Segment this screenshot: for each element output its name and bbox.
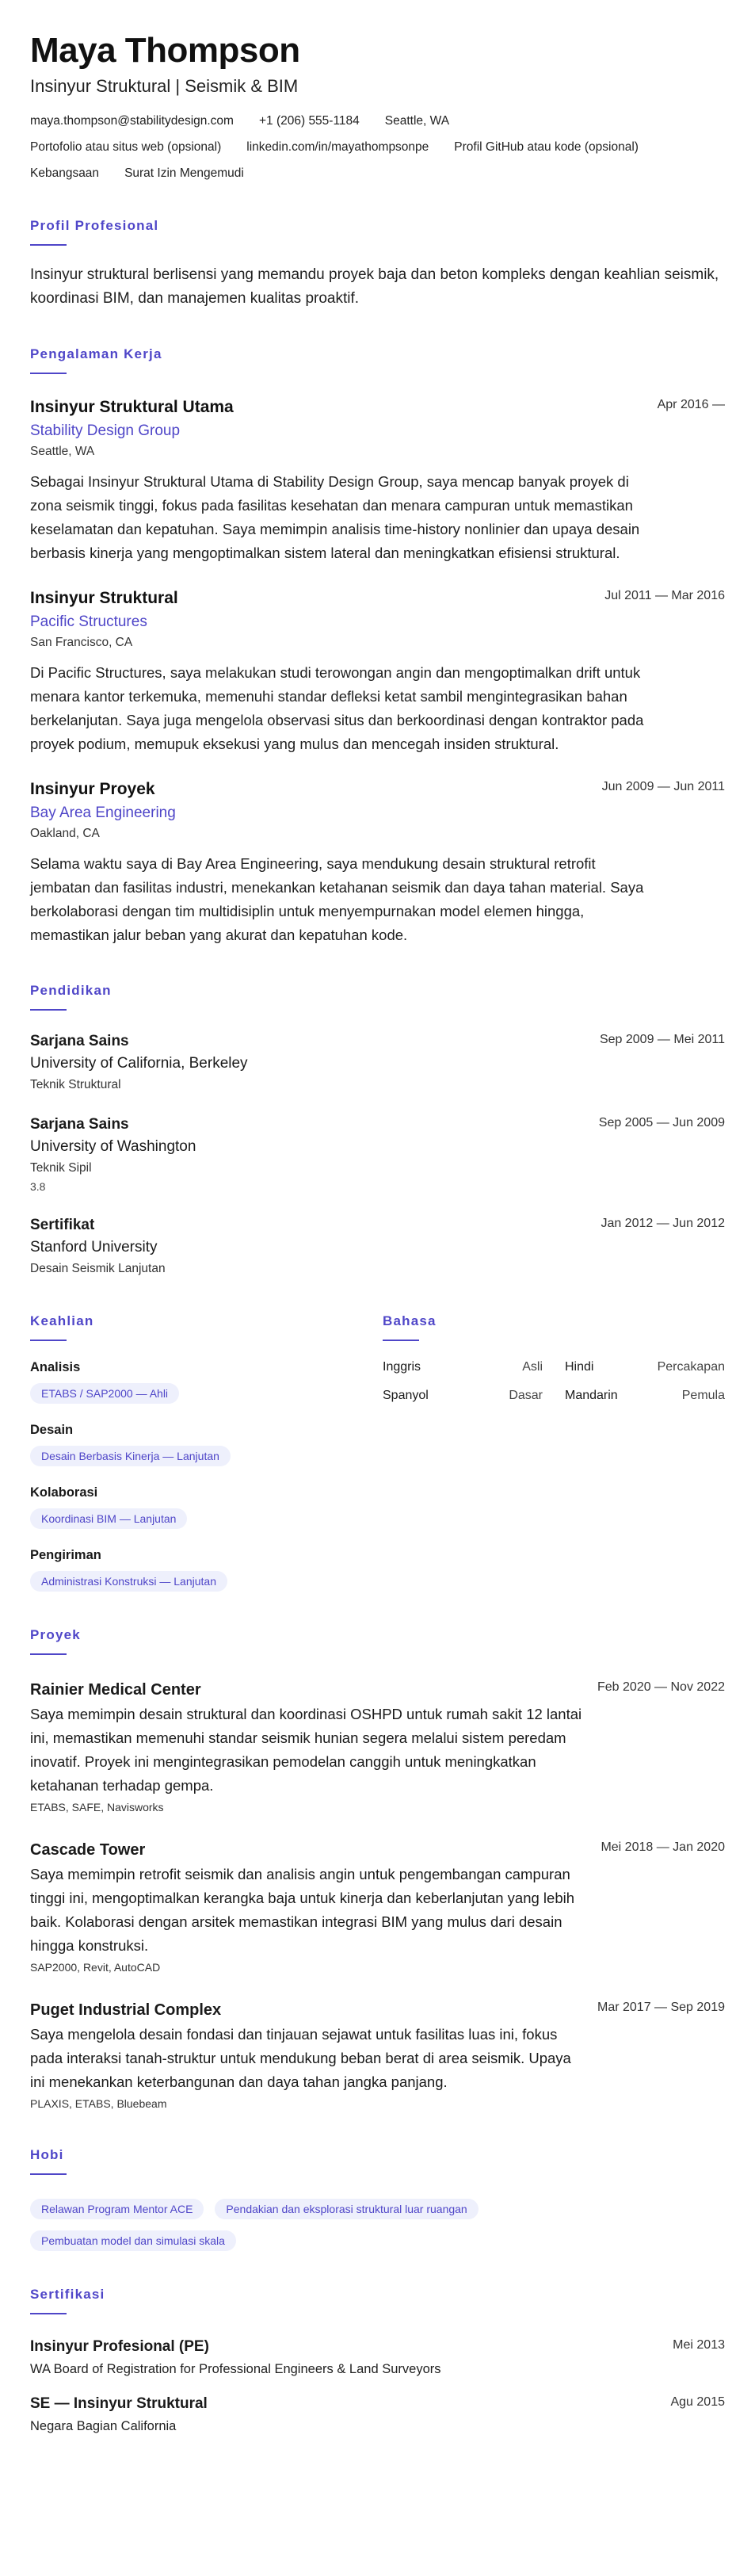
phone-text[interactable]: +1 (206) 555-1184 [258,114,360,128]
degree-name: Sarjana Sains [30,1116,129,1133]
linkedin-link[interactable]: linkedin.com/in/mayathompsonpe [246,140,429,154]
project-description: Saya mengelola desain fondasi dan tinjauan sejawat untuk fasilitas luas ini, fokus pada interaksi tanah-struktur untuk mendukung beban berat di area seismik. Upaya ini menekankan keterbangunan dan daya tahan jangka panjang. [30,2026,571,2090]
hobbies-section [30,2146,725,2251]
language-name: Hindi [565,1360,594,1374]
field-of-study: Teknik Sipil [30,1161,92,1175]
hobby-chip: Relawan Program Mentor ACE [30,2199,204,2219]
job-description: Di Pacific Structures, saya melakukan studi terowongan angin dan mengoptimalkan drift untuk menara kantor terkemuka, memenuhi standar defleksi ketat sambil mengintegrasikan bahan berkelanjutan. Saya juga mengelola observasi situs dan berkoordinasi dengan kontraktor pada proyek podium, memupuk eksekusi yang mulus dan mencegah insiden struktural. [30,664,644,752]
degree-name: Sarjana Sains [30,1033,129,1049]
language-item [383,1387,543,1405]
entry-dates: Mar 2017 — Sep 2019 [597,2001,725,2014]
cert-issuer: WA Board of Registration for Professional Engineers & Land Surveyors [30,2362,441,2376]
location-text: Seattle, WA [384,114,450,128]
email-text[interactable]: maya.thompson@stabilitydesign.com [30,114,234,128]
school-name: Stanford University [30,1239,158,1256]
project-description: Saya memimpin desain struktural dan koordinasi OSHPD untuk rumah sakit 12 lantai ini, memastikan memenuhi standar seismik hunian segera melalui sistem peredam inovatif. Proyek ini mengintegrasikan pemodelan canggih untuk meningkatkan ketahanan terhadap gempa. [30,1706,582,1794]
entry-dates: Jun 2009 — Jun 2011 [601,780,725,793]
skill-group [30,1359,383,1404]
section-heading: Proyek [30,1627,81,1642]
section-divider [30,244,67,246]
job-location: San Francisco, CA [30,636,133,649]
gpa-value: 3.8 [30,1180,46,1193]
section-divider [30,1009,67,1011]
certification-entry [30,2337,725,2378]
certification-entry [30,2394,725,2435]
nationality-text: Kebangsaan [30,166,100,180]
skill-category: Pengiriman [30,1548,101,1562]
project-entry [30,1999,725,2112]
language-item [565,1359,725,1376]
language-level: Percakapan [657,1360,725,1374]
section-divider [30,2313,67,2314]
skill-category: Desain [30,1423,74,1437]
section-heading: Profil Profesional [30,218,159,233]
experience-entry [30,396,725,565]
languages-grid [383,1359,725,1405]
language-level: Dasar [509,1389,543,1402]
entry-dates: Mei 2018 — Jan 2020 [601,1840,725,1854]
section-heading: Keahlian [30,1313,94,1328]
section-heading: Pendidikan [30,983,112,998]
hobby-chip: Pembuatan model dan simulasi skala [30,2230,236,2251]
hobby-chip-list [30,2188,725,2251]
skill-category: Analisis [30,1360,81,1374]
skill-chip: Desain Berbasis Kinerja — Lanjutan [30,1446,231,1466]
cert-date: Agu 2015 [670,2395,725,2409]
language-item [383,1359,543,1376]
language-item [565,1387,725,1405]
language-name: Mandarin [565,1389,618,1402]
company-name: Pacific Structures [30,613,147,630]
job-location: Seattle, WA [30,445,95,458]
skill-chip: ETABS / SAP2000 — Ahli [30,1383,179,1404]
language-level: Asli [522,1360,543,1374]
job-title: Insinyur Proyek [30,780,155,798]
entry-dates: Sep 2009 — Mei 2011 [599,1033,725,1046]
project-entry [30,1679,725,1815]
language-level: Pemula [681,1389,725,1402]
cert-date: Mei 2013 [673,2338,725,2352]
skill-category: Kolaborasi [30,1485,98,1500]
languages-section [383,1313,725,1592]
job-description: Sebagai Insinyur Struktural Utama di Stability Design Group, saya mencap banyak proyek di zona seismik tinggi, fokus pada fasilitas kesehatan dan menara campuran untuk memastikan keselamatan dan kepatuhan. Saya memimpin analisis time-history nonlinier dan upaya desain berbasis kinerja yang mengoptimalkan sistem lateral dan meningkatkan efisiensi struktural. [30,473,640,561]
extras-row [30,165,725,182]
education-entry [30,1031,725,1094]
skill-group [30,1484,383,1529]
entry-dates: Feb 2020 — Nov 2022 [597,1680,725,1694]
skill-chip: Koordinasi BIM — Lanjutan [30,1508,187,1529]
company-name: Bay Area Engineering [30,805,176,821]
experience-section [30,346,725,947]
section-divider [30,1653,67,1655]
skills-languages-row [30,1313,725,1592]
project-name: Puget Industrial Complex [30,2001,222,2019]
project-name: Rainier Medical Center [30,1681,201,1699]
degree-name: Sertifikat [30,1217,95,1233]
job-title: Insinyur Struktural [30,589,178,607]
certifications-section [30,2286,725,2435]
hobby-chip: Pendakian dan eksplorasi struktural luar ruangan [215,2199,478,2219]
language-name: Spanyol [383,1389,429,1402]
job-location: Oakland, CA [30,827,100,840]
person-name: Maya Thompson [30,31,300,70]
section-divider [30,1340,67,1341]
education-entry [30,1215,725,1278]
section-divider [30,2173,67,2175]
person-title: Insinyur Struktural | Seismik & BIM [30,76,299,96]
entry-dates: Apr 2016 — [657,398,725,411]
cert-issuer: Negara Bagian California [30,2419,177,2433]
project-name: Cascade Tower [30,1841,146,1859]
skill-group [30,1546,383,1592]
section-heading: Bahasa [383,1313,437,1328]
school-name: University of California, Berkeley [30,1055,248,1072]
entry-dates: Sep 2005 — Jun 2009 [598,1116,725,1129]
experience-entry [30,778,725,947]
school-name: University of Washington [30,1138,196,1155]
section-heading: Hobi [30,2147,64,2162]
experience-entry [30,587,725,756]
project-description: Saya memimpin retrofit seismik dan analisis angin untuk pengembangan campuran tinggi ini, mengoptimalkan kerangka baja untuk kinerja dan keberlanjutan yang lebih baik. Kolaborasi dengan arsitek memastikan integrasi BIM yang mulus dari desain hingga konstruksi. [30,1866,575,1954]
language-name: Inggris [383,1360,421,1374]
entry-dates: Jan 2012 — Jun 2012 [601,1217,725,1230]
section-divider [30,373,67,374]
resume-header [30,30,725,182]
project-tools: SAP2000, Revit, AutoCAD [30,1961,161,1974]
section-heading: Pengalaman Kerja [30,346,162,361]
education-entry [30,1114,725,1194]
company-name: Stability Design Group [30,422,181,439]
cert-name: Insinyur Profesional (PE) [30,2338,209,2355]
projects-section [30,1626,725,2112]
project-entry [30,1839,725,1975]
summary-text: Insinyur struktural berlisensi yang memandu proyek baja dan beton kompleks dengan keahlian seismik, koordinasi BIM, dan manajemen kualitas proaktif. [30,266,719,307]
portfolio-link[interactable]: Portofolio atau situs web (opsional) [30,140,222,154]
field-of-study: Teknik Struktural [30,1078,121,1091]
skill-chip: Administrasi Konstruksi — Lanjutan [30,1571,227,1592]
contact-row [30,113,725,130]
drivers-license-text: Surat Izin Mengemudi [124,166,244,180]
job-description: Selama waktu saya di Bay Area Engineering, saya mendukung desain struktural retrofit jembatan dan fasilitas industri, menekankan ketahanan seismik dan daya tahan material. Saya berkolaborasi dengan tim multidisiplin untuk menyempurnakan model elemen hingga, memastikan jalur beban yang akurat dan kepatuhan kode. [30,855,644,943]
summary-section [30,217,725,311]
job-title: Insinyur Struktural Utama [30,398,234,416]
project-tools: PLAXIS, ETABS, Bluebeam [30,2097,167,2110]
cert-name: SE — Insinyur Struktural [30,2395,208,2412]
skill-group [30,1421,383,1466]
education-section [30,982,725,1278]
entry-dates: Jul 2011 — Mar 2016 [604,589,725,602]
skills-section [30,1313,383,1592]
section-divider [383,1340,419,1341]
project-tools: ETABS, SAFE, Navisworks [30,1801,164,1814]
field-of-study: Desain Seismik Lanjutan [30,1262,166,1275]
section-heading: Sertifikasi [30,2287,105,2302]
github-link[interactable]: Profil GitHub atau kode (opsional) [454,140,639,154]
links-row [30,139,725,156]
